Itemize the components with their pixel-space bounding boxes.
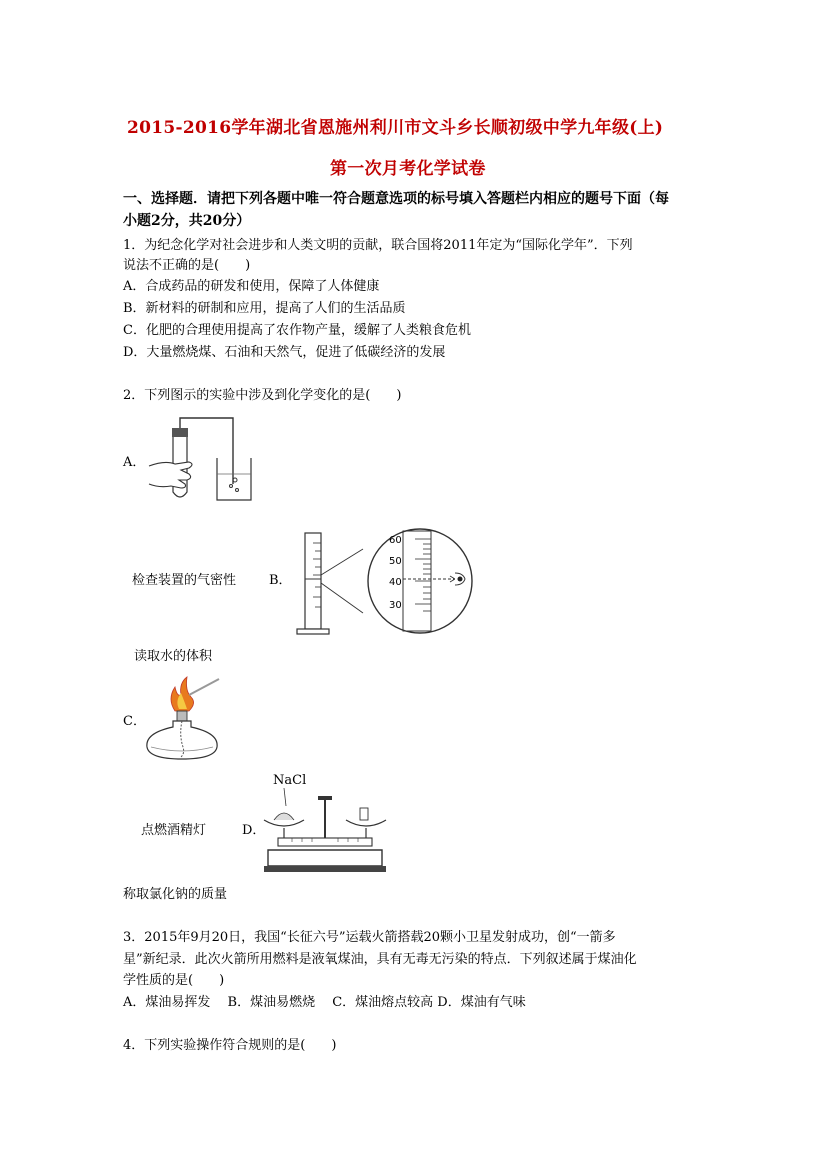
- q1-option-c: C．化肥的合理使用提高了农作物产量，缓解了人类粮食危机: [123, 323, 471, 338]
- q1-option-d: D．大量燃烧煤、石油和天然气，促进了低碳经济的发展: [123, 345, 446, 360]
- q3-stem-line2: 星”新纪录．此次火箭所用燃料是液氧煤油，具有无毒无污染的特点．下列叙述属于煤油化: [123, 952, 637, 967]
- q3-stem-line3: 学性质的是( ): [123, 973, 225, 988]
- nacl-label: NaCl: [273, 773, 307, 788]
- section-heading-line1: 一、选择题．请把下列各题中唯一符合题意选项的标号填入答题栏内相应的题号下面（每: [123, 191, 669, 207]
- q2-option-d-label: D．: [242, 823, 266, 838]
- graduated-cylinder-figure: [295, 527, 475, 639]
- q2-option-a-caption: 检查装置的气密性: [132, 573, 237, 588]
- q1-option-a: A．合成药品的研发和使用，保障了人体健康: [123, 279, 380, 294]
- paper-title-line1: 2015-2016学年湖北省恩施州利川市文斗乡长顺初级中学九年级(上): [127, 118, 664, 138]
- q4-stem: 4．下列实验操作符合规则的是( ): [123, 1038, 337, 1053]
- q2-option-d-caption: 称取氯化钠的质量: [123, 887, 228, 902]
- scale-label-50: 50: [389, 556, 402, 567]
- scale-label-30: 30: [389, 600, 402, 611]
- q2-option-a-label: A．: [123, 455, 146, 470]
- q3-options: A．煤油易挥发 B．煤油易燃烧 C．煤油熔点较高 D．煤油有气味: [123, 995, 526, 1010]
- section-heading-line2: 小题2分，共20分）: [123, 213, 251, 229]
- q2-option-b-caption: 读取水的体积: [134, 649, 213, 664]
- q2-option-b-label: B．: [269, 573, 292, 588]
- airtightness-figure: [145, 414, 260, 504]
- q1-stem-line2: 说法不正确的是( ): [123, 258, 251, 273]
- balance-figure: [262, 788, 387, 878]
- q2-stem: 2．下列图示的实验中涉及到化学变化的是( ): [123, 388, 402, 403]
- scale-label-60: 60: [389, 535, 402, 546]
- q2-option-c-caption: 点燃酒精灯: [141, 823, 207, 838]
- q2-option-c-label: C．: [123, 714, 146, 729]
- q3-stem-line1: 3．2015年9月20日，我国“长征六号”运载火箭搭载20颗小卫星发射成功，创“一箭多: [123, 930, 616, 945]
- scale-label-40: 40: [389, 577, 402, 588]
- q1-stem-line1: 1．为纪念化学对社会进步和人类文明的贡献，联合国将2011年定为“国际化学年”．下列: [123, 238, 633, 253]
- alcohol-lamp-figure: [145, 673, 230, 765]
- paper-title-line2: 第一次月考化学试卷: [330, 159, 486, 179]
- q1-option-b: B．新材料的研制和应用，提高了人们的生活品质: [123, 301, 406, 316]
